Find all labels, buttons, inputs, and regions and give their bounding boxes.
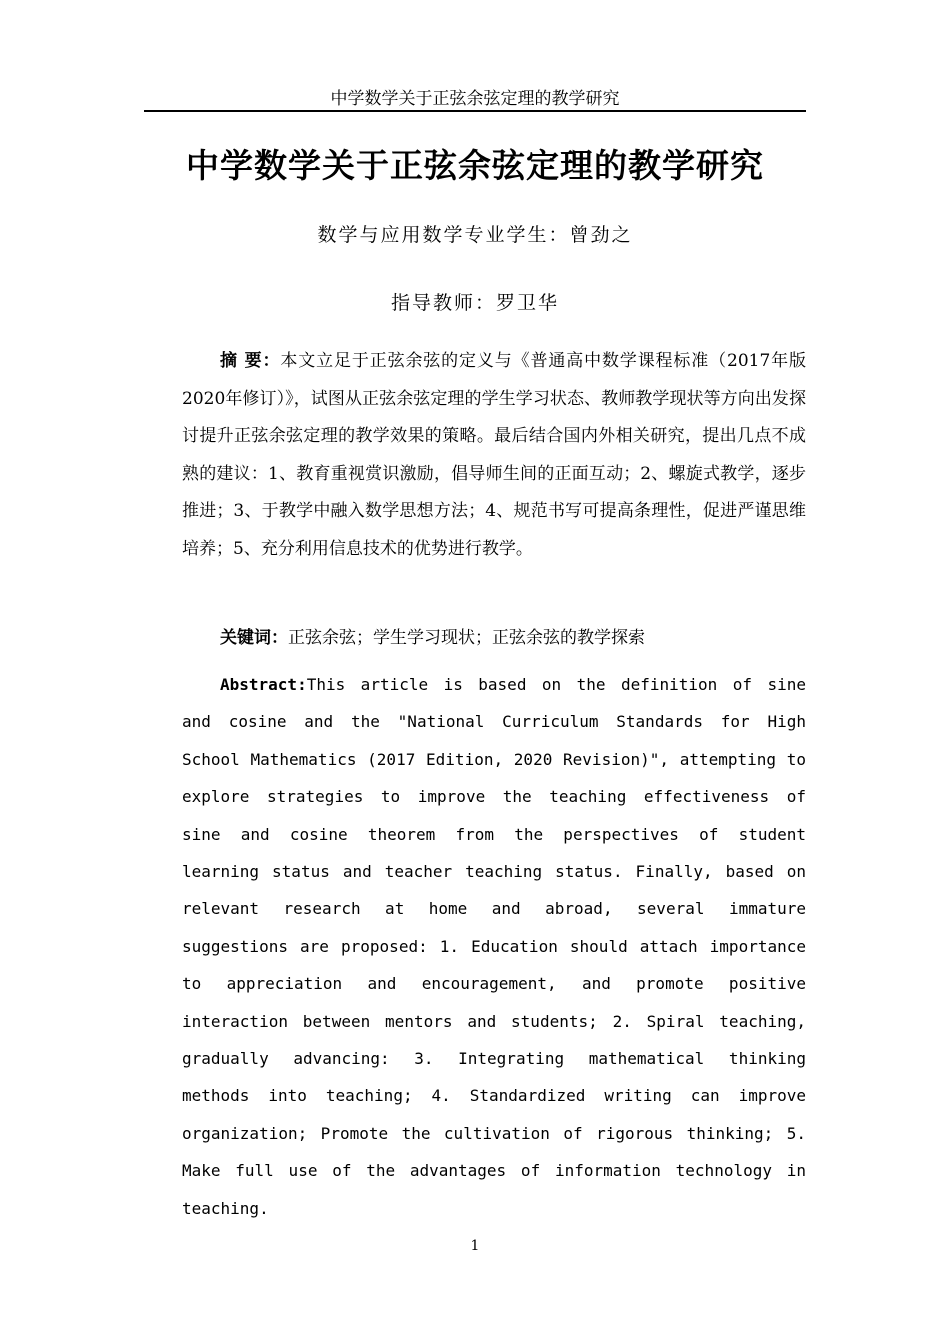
abstract-cn-label: 摘 要： (220, 351, 281, 371)
abstract-en-text: This article is based on the definition of sine and cosine and the "National Curriculum Standards for High School Mathematics (2017 Edition, 2020 Revision)", attempting to explore strategies to improve the teaching effectiveness of sine and cosine theorem from the perspectives of student learning status and teacher teaching status. Finally, based on relevant research at home and abroad, several immature suggestions are proposed: 1. Education should attach importance to appreciation and encouragement, and promote positive interaction between mentors and students; 2. Spiral teaching, gradually advancing: 3. Integrating mathematical thinking methods into teaching; 4. Standardized writing can improve organization; Promote the cultivation of rigorous thinking; 5. Make full use of the advantages of information technology in teaching. (182, 675, 806, 1218)
advisor-line: 指导教师：罗卫华 (390, 292, 559, 314)
running-header: 中学数学关于正弦余弦定理的教学研究 (330, 89, 620, 109)
abstract-cn (182, 343, 806, 568)
keywords-cn (182, 620, 806, 658)
keywords-cn-label: 关键词： (220, 628, 288, 648)
paper-title: 中学数学关于正弦余弦定理的教学研究 (186, 146, 764, 185)
abstract-en-label: Abstract: (220, 675, 307, 694)
keywords-cn-text: 正弦余弦；学生学习现状；正弦余弦的教学探索 (288, 628, 645, 648)
author-line: 数学与应用数学专业学生：曾劲之 (317, 224, 633, 246)
page-number: 1 (470, 1238, 480, 1254)
abstract-en (182, 666, 806, 1227)
header-rule (144, 110, 806, 112)
abstract-cn-text: 本文立足于正弦余弦的定义与《普通高中数学课程标准（2017年版2020年修订）》，试图从正弦余弦定理的学生学习状态、教师教学现状等方向出发探讨提升正弦余弦定理的教学效果的策略。最后结合国内外相关研究，提出几点不成熟的建议：1、教育重视赏识激励，倡导师生间的正面互动；2、螺旋式教学，逐步推进；3、于教学中融入数学思想方法；4、规范书写可提高条理性，促进严谨思维培养；5、充分利用信息技术的优势进行教学。 (182, 351, 807, 559)
